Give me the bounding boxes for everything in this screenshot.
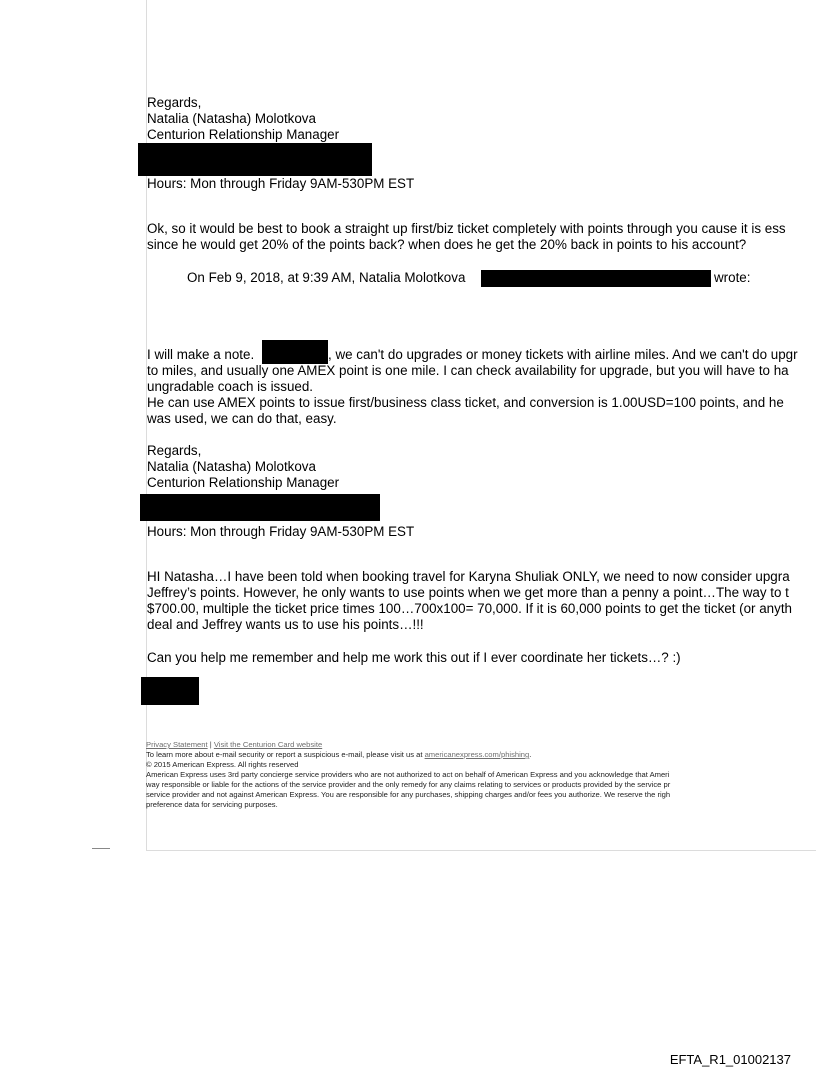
- footer-disclaimer: way responsible or liable for the actions of the service provider and the only remedy for any claims relating to services or products provided by the service pr: [146, 780, 671, 789]
- signature-name: Natalia (Natasha) Molotkova: [147, 111, 316, 126]
- bates-number: EFTA_R1_01002137: [669, 1052, 791, 1067]
- footer-links: [146, 740, 322, 750]
- redaction-block: [481, 270, 711, 287]
- footer-copyright: © 2015 American Express. All rights reserved: [146, 760, 299, 769]
- security-text: To learn more about e-mail security or report a suspicious e-mail, please visit us at: [146, 750, 423, 759]
- security-suffix: .: [529, 750, 532, 759]
- reply-line: since he would get 20% of the points back? when does he get the 20% back in points to his account?: [147, 237, 747, 252]
- signature-regards: Regards,: [147, 443, 202, 458]
- reply-line: Ok, so it would be best to book a straight up first/biz ticket completely with points through you cause it is ess: [147, 221, 786, 236]
- signature-hours: Hours: Mon through Friday 9AM-530PM EST: [147, 176, 415, 191]
- quoted-line: I will make a note.: [147, 347, 255, 362]
- quoted-line: was used, we can do that, easy.: [147, 411, 337, 426]
- redaction-block: [262, 340, 328, 364]
- signature-name: Natalia (Natasha) Molotkova: [147, 459, 316, 474]
- quoted-line: He can use AMEX points to issue first/business class ticket, and conversion is 1.00USD=100 points, and he: [147, 395, 784, 410]
- quoted-line: to miles, and usually one AMEX point is one mile. I can check availability for upgrade, but you will have to ha: [147, 363, 789, 378]
- signature-regards: Regards,: [147, 95, 202, 110]
- quoted-line: , we can't do upgrades or money tickets with airline miles. And we can't do upgr: [328, 347, 798, 362]
- footer-disclaimer: service provider and not against American Express. You are responsible for any purchases, shipping charges and/or fees you authorize. We reserve the righ: [146, 790, 671, 799]
- phishing-link[interactable]: americanexpress.com/phishing: [424, 750, 530, 759]
- centurion-website-link[interactable]: Visit the Centurion Card website: [213, 740, 323, 749]
- redaction-block: [141, 677, 199, 705]
- footer-disclaimer: American Express uses 3rd party concierge service providers who are not authorized to act on behalf of American Express and you acknowledge that Ameri: [146, 770, 670, 779]
- footer-security: [146, 750, 531, 760]
- signature-title: Centurion Relationship Manager: [147, 127, 340, 142]
- footer-disclaimer: preference data for servicing purposes.: [146, 800, 278, 809]
- original-line: deal and Jeffrey wants us to use his points…!!!: [147, 617, 424, 632]
- quote-header-prefix: On Feb 9, 2018, at 9:39 AM, Natalia Molotkova: [187, 270, 466, 285]
- original-line: Can you help me remember and help me work this out if I ever coordinate her tickets…? :): [147, 650, 681, 665]
- original-line: $700.00, multiple the ticket price times 100…700x100= 70,000. If it is 60,000 points to get the ticket (or anyth: [147, 601, 792, 616]
- privacy-statement-link[interactable]: Privacy Statement: [146, 740, 208, 749]
- margin-mark: [92, 848, 110, 849]
- original-line: HI Natasha…I have been told when booking travel for Karyna Shuliak ONLY, we need to now consider upgra: [147, 569, 790, 584]
- quoted-line: ungradable coach is issued.: [147, 379, 314, 394]
- original-line: Jeffrey’s points. However, he only wants to use points when we get more than a penny a point…The way to t: [147, 585, 789, 600]
- redaction-block: [140, 494, 380, 521]
- redaction-block: [138, 143, 372, 176]
- signature-title: Centurion Relationship Manager: [147, 475, 340, 490]
- quote-header-suffix: wrote:: [714, 270, 751, 285]
- footer-separator: |: [209, 740, 212, 749]
- signature-hours: Hours: Mon through Friday 9AM-530PM EST: [147, 524, 415, 539]
